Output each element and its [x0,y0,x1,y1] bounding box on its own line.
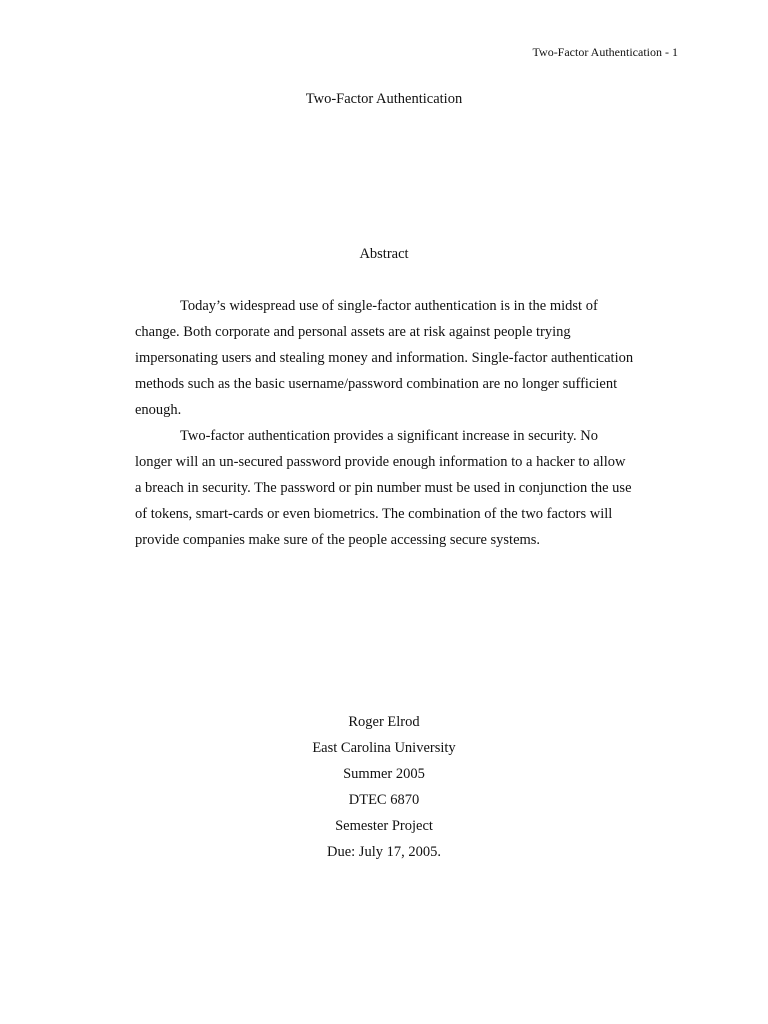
institution: East Carolina University [312,740,456,756]
course-code: DTEC 6870 [348,792,420,808]
abstract-paragraph-1: Today’s widespread use of single-factor authentication is in the midst of change. Both corporate and personal assets are at risk against people trying impersonating users and stealing money and information. Single-factor authentication methods such as the basic username/password combination are no longer sufficient enough. [135,298,634,418]
running-head: Two-Factor Authentication - 1 [532,45,678,59]
author-name: Roger Elrod [348,714,420,730]
document-title: Two-Factor Authentication [305,91,463,107]
assignment-type: Semester Project [335,818,433,834]
abstract-heading: Abstract [359,246,409,262]
abstract-paragraph-2: Two-factor authentication provides a significant increase in security. No longer will an un-secured password provide enough information to a hacker to allow a breach in security. The password or pin number must be used in conjunction the use of tokens, smart-cards or even biometrics. The combination of the two factors will provide companies make sure of the people accessing secure systems. [135,428,632,548]
author-block [0,709,768,865]
due-date: Due: July 17, 2005. [327,844,441,860]
abstract-body [135,293,635,553]
term: Summer 2005 [343,766,425,782]
